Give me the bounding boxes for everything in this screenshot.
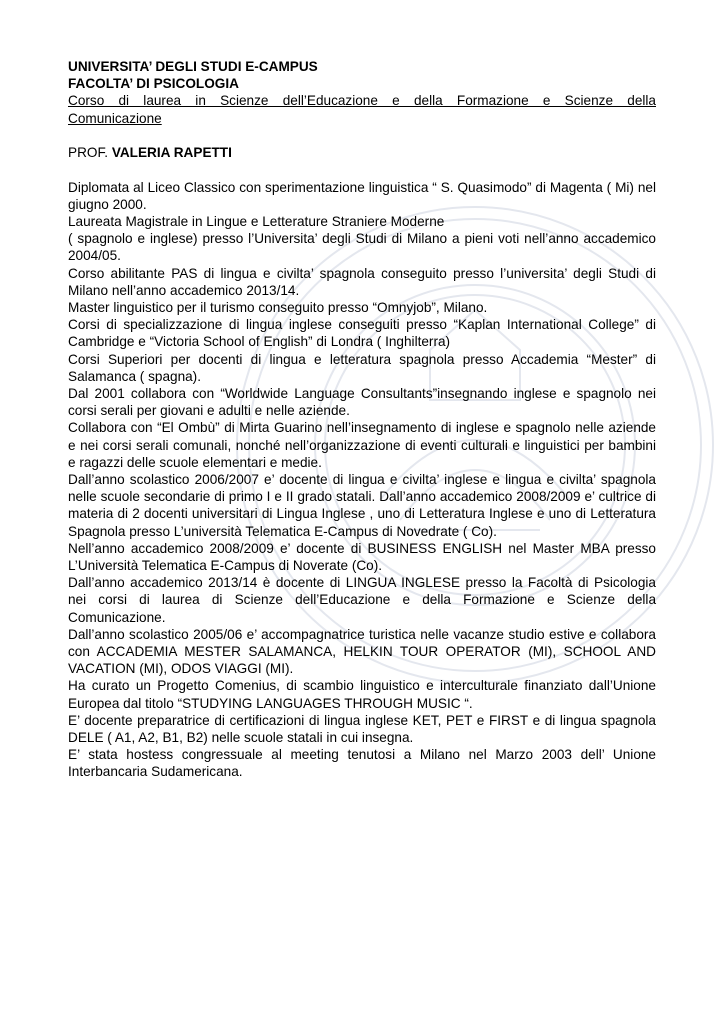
bio-paragraph: E’ docente preparatrice di certificazioni di lingua inglese KET, PET e FIRST e di lingua spagnola DELE ( A1, A2, B1, B2) nelle scuole statali in cui insegna. — [68, 712, 656, 746]
bio-paragraph: Corsi di specializzazione di lingua inglese conseguiti presso “Kaplan International College” di Cambridge e “Victoria School of English” di Londra ( Inghilterra) — [68, 317, 656, 350]
course-title-line-2: Comunicazione — [68, 110, 162, 126]
bio-paragraph: Dall’anno scolastico 2005/06 e’ accompagnatrice turistica nelle vacanze studio estive e collabora con ACCADEMIA MESTER SALAMANCA, HELKIN TOUR OPERATOR (MI), SCHOOL AND VACATION (MI), ODOS VIAGGI (MI). — [68, 626, 656, 677]
professor-line — [68, 144, 656, 161]
bio-paragraph: Laureata Magistrale in Lingue e Letterature Straniere Moderne — [68, 213, 445, 229]
bio-paragraph: Dall’anno scolastico 2006/2007 e’ docente di lingua e civilta’ inglese e lingua e civilta’ spagnola nelle scuole secondarie di primo I e II grado statali. Dall’anno accademico 2008/2009 e’ cultrice di materia di 2 docenti universitari di Lingua Inglese , uno di Letteratura Inglese e uno di Letteratura Spagnola presso L’università Telematica E-Campus di Novedrate ( Co). — [68, 471, 656, 539]
bio-paragraph: ( spagnolo e inglese) presso l’Universita’ degli Studi di Milano a pieni voti nell’anno accademico 2004/05. — [68, 231, 656, 264]
bio-paragraph: Ha curato un Progetto Comenius, di scambio linguistico e interculturale finanziato dall’Unione Europea dal titolo “STUDYING LANGUAGES THROUGH MUSIC “. — [68, 678, 656, 711]
professor-prefix: PROF. — [68, 144, 109, 160]
bio-paragraph: Collabora con “El Ombù” di Mirta Guarino nell’insegnamento di inglese e spagnolo nelle aziende e nei corsi serali comunali, nonché nell’organizzazione di eventi culturali e linguistici per bambini e ragazzi delle scuole elementari e medie. — [68, 420, 656, 470]
bio-paragraph: Master linguistico per il turismo conseguito presso “Omnyjob”, Milano. — [68, 299, 488, 315]
bio-paragraph: Dal 2001 collabora con “Worldwide Language Consultants”insegnando inglese e spagnolo nei corsi serali per giovani e adulti e nelle aziende. — [68, 385, 656, 419]
bio-paragraph: Corso abilitante PAS di lingua e civilta’ spagnola conseguito presso l’universita’ degli Studi di Milano nell’anno accademico 2013/14. — [68, 265, 656, 298]
course-title-line-1: Corso di laurea in Scienze dell’Educazione e della Formazione e Scienze della — [68, 93, 656, 109]
university-name: UNIVERSITA’ DEGLI STUDI E-CAMPUS — [68, 59, 318, 74]
bio-paragraph: Diplomata al Liceo Classico con sperimentazione linguistica “ S. Quasimodo” di Magenta ( Mi) nel giugno 2000. — [68, 179, 656, 212]
bio-paragraph: Corsi Superiori per docenti di lingua e letteratura spagnola presso Accademia “Mester” di Salamanca ( spagna). — [68, 351, 656, 384]
professor-name: VALERIA RAPETTI — [111, 144, 232, 160]
faculty-name: FACOLTA’ DI PSICOLOGIA — [68, 76, 239, 92]
bio-paragraph: Dall’anno accademico 2013/14 è docente di LINGUA INGLESE presso la Facoltà di Psicologia nei corsi di laurea di Scienze dell’Educazione e della Formazione e Scienze della Comunicazione. — [68, 575, 656, 625]
biography — [68, 179, 656, 781]
document-page — [68, 58, 656, 781]
bio-paragraph: E’ stata hostess congressuale al meeting tenutosi a Milano nel Marzo 2003 dell’ Unione Interbancaria Sudamericana. — [68, 747, 656, 780]
bio-paragraph: Nell’anno accademico 2008/2009 e’ docente di BUSINESS ENGLISH nel Master MBA presso L’Università Telematica E-Campus di Noverate (Co). — [68, 540, 656, 573]
